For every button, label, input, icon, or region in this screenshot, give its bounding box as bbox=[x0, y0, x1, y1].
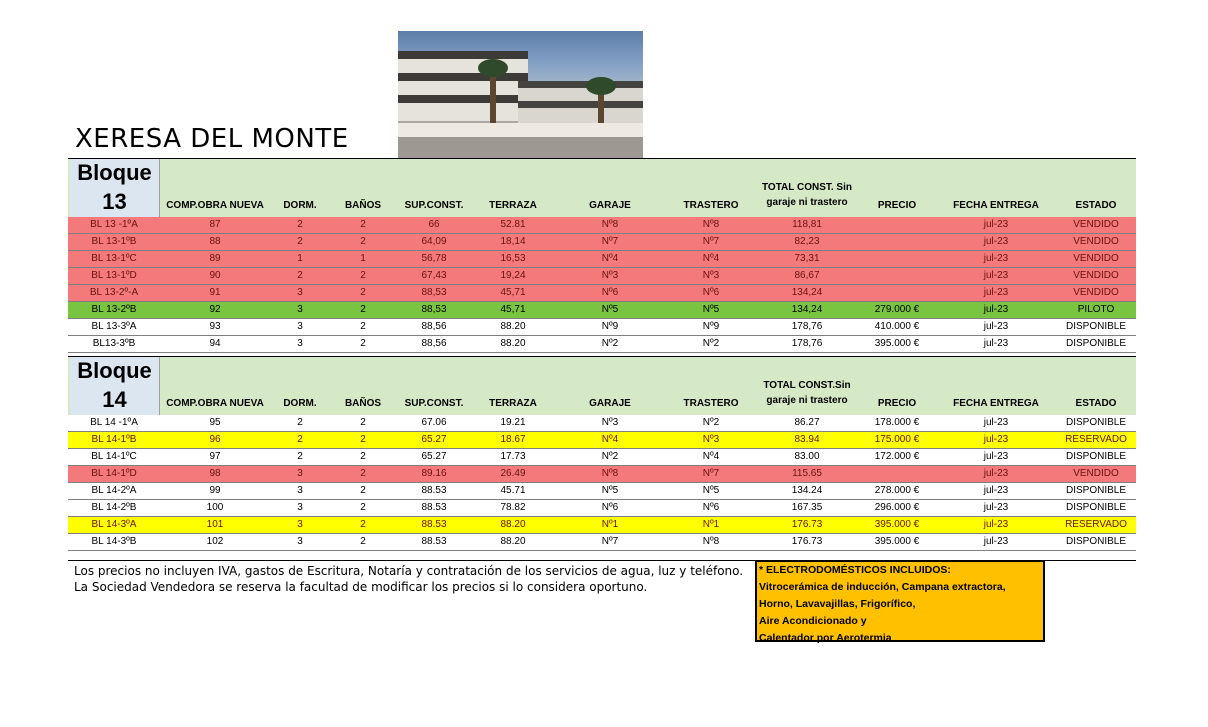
cell-fecha-entrega: jul-23 bbox=[983, 502, 1009, 513]
header-dormitorios: DORM. bbox=[283, 398, 317, 409]
cell-sup-const: 88.53 bbox=[421, 519, 447, 530]
note-line: Los precios no incluyen IVA, gastos de Escritura, Notaría y contratación de los servicios de agua, luz y teléfono. bbox=[74, 564, 744, 578]
cell-estado: VENDIDO bbox=[1073, 270, 1119, 281]
cell-sup-const: 88,56 bbox=[421, 338, 447, 349]
table-row bbox=[68, 251, 1136, 268]
cell-comp-obra-nueva: 88 bbox=[209, 236, 221, 247]
cell-estado: VENDIDO bbox=[1073, 468, 1119, 479]
cell-trastero: Nº3 bbox=[702, 434, 720, 445]
cell-fecha-entrega: jul-23 bbox=[983, 536, 1009, 547]
table-body bbox=[68, 217, 1136, 353]
cell-garaje: Nº3 bbox=[601, 270, 619, 281]
cell-terraza: 18,14 bbox=[500, 236, 526, 247]
building-photo bbox=[398, 31, 643, 159]
cell-comp-obra-nueva: 98 bbox=[209, 468, 221, 479]
appliances-line: Horno, Lavavajillas, Frigorífico, bbox=[759, 598, 916, 610]
cell-sup-const: 88,56 bbox=[421, 321, 447, 332]
cell-comp-obra-nueva: 87 bbox=[209, 219, 221, 230]
cell-unit: BL 14-3ºA bbox=[91, 519, 137, 530]
cell-precio: 410.000 € bbox=[874, 321, 920, 332]
cell-total-const: 118,81 bbox=[792, 219, 822, 230]
cell-unit: BL 14-1ºC bbox=[91, 451, 137, 462]
header-line: garaje ni trastero bbox=[766, 197, 848, 208]
cell-sup-const: 64,09 bbox=[421, 236, 447, 247]
cell-precio: 395.000 € bbox=[874, 519, 920, 530]
cell-garaje: Nº6 bbox=[601, 502, 619, 513]
cell-terraza: 88.20 bbox=[500, 519, 526, 530]
cell-unit: BL 13-1ºB bbox=[91, 236, 137, 247]
cell-estado: DISPONIBLE bbox=[1065, 485, 1127, 496]
header-garaje: GARAJE bbox=[589, 398, 631, 409]
header-estado: ESTADO bbox=[1075, 398, 1117, 409]
cell-total-const: 167.35 bbox=[791, 502, 823, 513]
cell-terraza: 78.82 bbox=[500, 502, 526, 513]
cell-dormitorios: 3 bbox=[297, 536, 303, 547]
cell-sup-const: 88.53 bbox=[421, 536, 447, 547]
table-row bbox=[68, 319, 1136, 336]
appliances-line: Calentador por Aerotermia bbox=[759, 632, 892, 644]
cell-comp-obra-nueva: 102 bbox=[206, 536, 224, 547]
cell-trastero: Nº6 bbox=[702, 502, 720, 513]
cell-sup-const: 66 bbox=[428, 219, 440, 230]
cell-fecha-entrega: jul-23 bbox=[983, 485, 1009, 496]
cell-sup-const: 88,53 bbox=[421, 304, 447, 315]
bloque-word: Bloque bbox=[77, 358, 152, 383]
cell-fecha-entrega: jul-23 bbox=[983, 434, 1009, 445]
cell-terraza: 16,53 bbox=[500, 253, 526, 264]
table-row bbox=[68, 500, 1136, 517]
header-line: TOTAL CONST. Sin bbox=[761, 182, 852, 193]
cell-trastero: Nº2 bbox=[702, 417, 720, 428]
cell-banos: 2 bbox=[360, 287, 366, 298]
cell-unit: BL 14-1ºD bbox=[91, 468, 137, 479]
cell-total-const: 178,76 bbox=[791, 338, 823, 349]
table-header bbox=[68, 357, 1136, 415]
cell-comp-obra-nueva: 94 bbox=[209, 338, 221, 349]
cell-estado: DISPONIBLE bbox=[1065, 536, 1127, 547]
cell-trastero: Nº1 bbox=[702, 519, 720, 530]
cell-banos: 2 bbox=[360, 451, 366, 462]
cell-garaje: Nº9 bbox=[601, 321, 619, 332]
cell-banos: 1 bbox=[360, 253, 366, 264]
cell-estado: DISPONIBLE bbox=[1065, 338, 1127, 349]
header-fecha-entrega: FECHA ENTREGA bbox=[953, 200, 1039, 211]
cell-garaje: Nº6 bbox=[601, 287, 619, 298]
cell-estado: VENDIDO bbox=[1073, 287, 1119, 298]
cell-garaje: Nº5 bbox=[601, 304, 619, 315]
header-sup-const: SUP.CONST. bbox=[404, 200, 464, 211]
cell-sup-const: 88.53 bbox=[421, 485, 447, 496]
cell-comp-obra-nueva: 99 bbox=[209, 485, 221, 496]
cell-terraza: 88.20 bbox=[500, 338, 526, 349]
cell-comp-obra-nueva: 91 bbox=[209, 287, 221, 298]
cell-garaje: Nº3 bbox=[601, 417, 619, 428]
cell-estado: DISPONIBLE bbox=[1065, 502, 1127, 513]
cell-unit: BL 13 -1ºA bbox=[90, 219, 138, 230]
cell-trastero: Nº8 bbox=[702, 219, 720, 230]
cell-sup-const: 65.27 bbox=[421, 451, 447, 462]
cell-estado: DISPONIBLE bbox=[1065, 321, 1127, 332]
cell-fecha-entrega: jul-23 bbox=[983, 253, 1009, 264]
header-precio: PRECIO bbox=[877, 398, 917, 409]
header-estado: ESTADO bbox=[1075, 200, 1117, 211]
cell-comp-obra-nueva: 92 bbox=[209, 304, 221, 315]
header-total-const bbox=[756, 378, 858, 408]
cell-terraza: 45.71 bbox=[500, 485, 526, 496]
table-row bbox=[68, 449, 1136, 466]
cell-trastero: Nº5 bbox=[702, 485, 720, 496]
header-garaje: GARAJE bbox=[589, 200, 631, 211]
cell-garaje: Nº8 bbox=[601, 468, 619, 479]
cell-garaje: Nº2 bbox=[601, 451, 619, 462]
cell-sup-const: 67,43 bbox=[421, 270, 447, 281]
bloque-number: 14 bbox=[102, 387, 127, 412]
cell-terraza: 17.73 bbox=[500, 451, 526, 462]
cell-garaje: Nº1 bbox=[601, 519, 619, 530]
cell-unit: BL 14 -1ºA bbox=[90, 417, 138, 428]
header-line: TOTAL CONST.Sin bbox=[763, 380, 851, 391]
cell-dormitorios: 3 bbox=[297, 502, 303, 513]
header-precio: PRECIO bbox=[877, 200, 917, 211]
cell-garaje: Nº7 bbox=[601, 236, 619, 247]
cell-terraza: 88.20 bbox=[500, 536, 526, 547]
cell-unit: BL 14-2ºA bbox=[91, 485, 137, 496]
cell-precio: 279.000 € bbox=[874, 304, 920, 315]
table-row bbox=[68, 534, 1136, 551]
cell-fecha-entrega: jul-23 bbox=[983, 219, 1009, 230]
cell-unit: BL 13-3ºA bbox=[91, 321, 137, 332]
table-row bbox=[68, 415, 1136, 432]
header-terraza: TERRAZA bbox=[489, 398, 537, 409]
table-row bbox=[68, 217, 1136, 234]
cell-unit: BL 14-1ºB bbox=[91, 434, 137, 445]
cell-total-const: 73,31 bbox=[794, 253, 820, 264]
cell-garaje: Nº2 bbox=[601, 338, 619, 349]
cell-terraza: 52.81 bbox=[500, 219, 526, 230]
cell-unit: BL 14-2ºB bbox=[91, 502, 137, 513]
page-title: XERESA DEL MONTE bbox=[75, 124, 349, 154]
cell-total-const: 115.65 bbox=[792, 468, 822, 479]
header-fecha-entrega: FECHA ENTREGA bbox=[953, 398, 1039, 409]
cell-comp-obra-nueva: 101 bbox=[206, 519, 224, 530]
cell-unit: BL 13-2º-A bbox=[89, 287, 139, 298]
cell-comp-obra-nueva: 93 bbox=[209, 321, 221, 332]
cell-sup-const: 56,78 bbox=[421, 253, 447, 264]
cell-banos: 2 bbox=[360, 304, 366, 315]
cell-dormitorios: 2 bbox=[297, 219, 303, 230]
cell-garaje: Nº4 bbox=[601, 253, 619, 264]
cell-sup-const: 67.06 bbox=[421, 417, 447, 428]
cell-total-const: 86,67 bbox=[794, 270, 820, 281]
cell-dormitorios: 2 bbox=[297, 451, 303, 462]
header-total-const bbox=[756, 180, 858, 210]
header-comp-obra-nueva: COMP.OBRA NUEVA bbox=[166, 398, 264, 409]
cell-banos: 2 bbox=[360, 321, 366, 332]
cell-trastero: Nº7 bbox=[702, 236, 720, 247]
cell-dormitorios: 2 bbox=[297, 434, 303, 445]
cell-terraza: 19,24 bbox=[500, 270, 526, 281]
cell-estado: VENDIDO bbox=[1073, 236, 1119, 247]
header-line: garaje ni trastero bbox=[766, 395, 848, 406]
cell-banos: 2 bbox=[360, 338, 366, 349]
cell-total-const: 178,76 bbox=[791, 321, 823, 332]
cell-fecha-entrega: jul-23 bbox=[983, 519, 1009, 530]
cell-garaje: Nº7 bbox=[601, 536, 619, 547]
cell-total-const: 86.27 bbox=[794, 417, 820, 428]
cell-comp-obra-nueva: 96 bbox=[209, 434, 221, 445]
cell-total-const: 134,24 bbox=[791, 304, 823, 315]
cell-trastero: Nº3 bbox=[702, 270, 720, 281]
cell-unit: BL 13-2ºB bbox=[91, 304, 137, 315]
appliances-box bbox=[755, 560, 1045, 642]
cell-comp-obra-nueva: 89 bbox=[209, 253, 221, 264]
header-banos: BAÑOS bbox=[344, 398, 382, 409]
cell-sup-const: 65.27 bbox=[421, 434, 447, 445]
cell-trastero: Nº5 bbox=[702, 304, 720, 315]
table-row bbox=[68, 483, 1136, 500]
cell-trastero: Nº7 bbox=[702, 468, 720, 479]
cell-fecha-entrega: jul-23 bbox=[983, 304, 1009, 315]
table-row bbox=[68, 302, 1136, 319]
cell-fecha-entrega: jul-23 bbox=[983, 236, 1009, 247]
cell-comp-obra-nueva: 90 bbox=[209, 270, 221, 281]
cell-unit: BL 13-1ºD bbox=[91, 270, 137, 281]
table-row bbox=[68, 432, 1136, 449]
cell-terraza: 88.20 bbox=[500, 321, 526, 332]
cell-garaje: Nº8 bbox=[601, 219, 619, 230]
cell-banos: 2 bbox=[360, 485, 366, 496]
cell-banos: 2 bbox=[360, 502, 366, 513]
cell-estado: RESERVADO bbox=[1065, 434, 1127, 445]
cell-total-const: 176.73 bbox=[791, 536, 823, 547]
cell-estado: RESERVADO bbox=[1065, 519, 1127, 530]
cell-trastero: Nº2 bbox=[702, 338, 720, 349]
cell-precio: 296.000 € bbox=[874, 502, 920, 513]
note-line: La Sociedad Vendedora se reserva la facultad de modificar los precios si lo considera oportuno. bbox=[74, 580, 648, 594]
cell-dormitorios: 1 bbox=[297, 253, 303, 264]
cell-precio: 175.000 € bbox=[874, 434, 920, 445]
table-row bbox=[68, 285, 1136, 302]
cell-terraza: 26.49 bbox=[500, 468, 526, 479]
price-notes bbox=[74, 563, 743, 595]
cell-total-const: 83.94 bbox=[794, 434, 820, 445]
table-row bbox=[68, 336, 1136, 353]
cell-dormitorios: 3 bbox=[297, 468, 303, 479]
cell-comp-obra-nueva: 97 bbox=[209, 451, 221, 462]
bloque-word: Bloque bbox=[77, 160, 152, 185]
cell-banos: 2 bbox=[360, 519, 366, 530]
cell-trastero: Nº4 bbox=[702, 253, 720, 264]
cell-banos: 2 bbox=[360, 536, 366, 547]
cell-comp-obra-nueva: 100 bbox=[206, 502, 224, 513]
table-body bbox=[68, 415, 1136, 551]
cell-unit: BL 13-1ºC bbox=[91, 253, 137, 264]
cell-dormitorios: 3 bbox=[297, 338, 303, 349]
cell-estado: DISPONIBLE bbox=[1065, 417, 1127, 428]
cell-banos: 2 bbox=[360, 468, 366, 479]
bloque-label bbox=[70, 159, 160, 217]
cell-fecha-entrega: jul-23 bbox=[983, 270, 1009, 281]
cell-sup-const: 88,53 bbox=[421, 287, 447, 298]
table-row bbox=[68, 234, 1136, 251]
cell-garaje: Nº4 bbox=[601, 434, 619, 445]
cell-precio: 172.000 € bbox=[874, 451, 920, 462]
cell-dormitorios: 3 bbox=[297, 287, 303, 298]
cell-sup-const: 88.53 bbox=[421, 502, 447, 513]
header-dormitorios: DORM. bbox=[283, 200, 317, 211]
cell-precio: 395.000 € bbox=[874, 536, 920, 547]
cell-total-const: 83.00 bbox=[794, 451, 820, 462]
cell-total-const: 134,24 bbox=[791, 287, 823, 298]
header-trastero: TRASTERO bbox=[683, 200, 739, 211]
appliances-title: * ELECTRODOMÉSTICOS INCLUIDOS: bbox=[759, 564, 951, 576]
header-terraza: TERRAZA bbox=[489, 200, 537, 211]
cell-fecha-entrega: jul-23 bbox=[983, 321, 1009, 332]
cell-garaje: Nº5 bbox=[601, 485, 619, 496]
cell-terraza: 45,71 bbox=[500, 304, 526, 315]
cell-dormitorios: 2 bbox=[297, 417, 303, 428]
cell-fecha-entrega: jul-23 bbox=[983, 451, 1009, 462]
cell-total-const: 134.24 bbox=[791, 485, 823, 496]
cell-banos: 2 bbox=[360, 270, 366, 281]
cell-trastero: Nº8 bbox=[702, 536, 720, 547]
bloque-label bbox=[70, 357, 160, 415]
cell-fecha-entrega: jul-23 bbox=[983, 417, 1009, 428]
cell-total-const: 82,23 bbox=[794, 236, 820, 247]
cell-banos: 2 bbox=[360, 219, 366, 230]
cell-sup-const: 89.16 bbox=[421, 468, 447, 479]
cell-dormitorios: 2 bbox=[297, 236, 303, 247]
cell-unit: BL13-3ºB bbox=[92, 338, 136, 349]
cell-comp-obra-nueva: 95 bbox=[209, 417, 221, 428]
table-row bbox=[68, 517, 1136, 534]
cell-precio: 178.000 € bbox=[874, 417, 920, 428]
cell-banos: 2 bbox=[360, 236, 366, 247]
cell-dormitorios: 2 bbox=[297, 270, 303, 281]
table-header bbox=[68, 159, 1136, 217]
cell-banos: 2 bbox=[360, 434, 366, 445]
cell-terraza: 19.21 bbox=[500, 417, 526, 428]
table-row bbox=[68, 268, 1136, 285]
cell-dormitorios: 3 bbox=[297, 321, 303, 332]
cell-terraza: 18.67 bbox=[500, 434, 526, 445]
header-comp-obra-nueva: COMP.OBRA NUEVA bbox=[166, 200, 264, 211]
cell-fecha-entrega: jul-23 bbox=[983, 338, 1009, 349]
cell-trastero: Nº4 bbox=[702, 451, 720, 462]
cell-trastero: Nº9 bbox=[702, 321, 720, 332]
cell-fecha-entrega: jul-23 bbox=[983, 468, 1009, 479]
header-trastero: TRASTERO bbox=[683, 398, 739, 409]
header-sup-const: SUP.CONST. bbox=[404, 398, 464, 409]
cell-dormitorios: 3 bbox=[297, 485, 303, 496]
table-row bbox=[68, 466, 1136, 483]
cell-terraza: 45,71 bbox=[500, 287, 526, 298]
cell-dormitorios: 3 bbox=[297, 304, 303, 315]
cell-estado: DISPONIBLE bbox=[1065, 451, 1127, 462]
cell-banos: 2 bbox=[360, 417, 366, 428]
appliances-line: Aire Acondicionado y bbox=[759, 615, 867, 627]
bloque-number: 13 bbox=[102, 189, 127, 214]
cell-estado: VENDIDO bbox=[1073, 219, 1119, 230]
cell-estado: PILOTO bbox=[1077, 304, 1115, 315]
cell-unit: BL 14-3ºB bbox=[91, 536, 137, 547]
cell-precio: 395.000 € bbox=[874, 338, 920, 349]
cell-precio: 278.000 € bbox=[874, 485, 920, 496]
appliances-line: Vitrocerámica de inducción, Campana extractora, bbox=[759, 581, 1006, 593]
cell-dormitorios: 3 bbox=[297, 519, 303, 530]
cell-estado: VENDIDO bbox=[1073, 253, 1119, 264]
header-banos: BAÑOS bbox=[344, 200, 382, 211]
cell-total-const: 176.73 bbox=[791, 519, 823, 530]
cell-fecha-entrega: jul-23 bbox=[983, 287, 1009, 298]
cell-trastero: Nº6 bbox=[702, 287, 720, 298]
